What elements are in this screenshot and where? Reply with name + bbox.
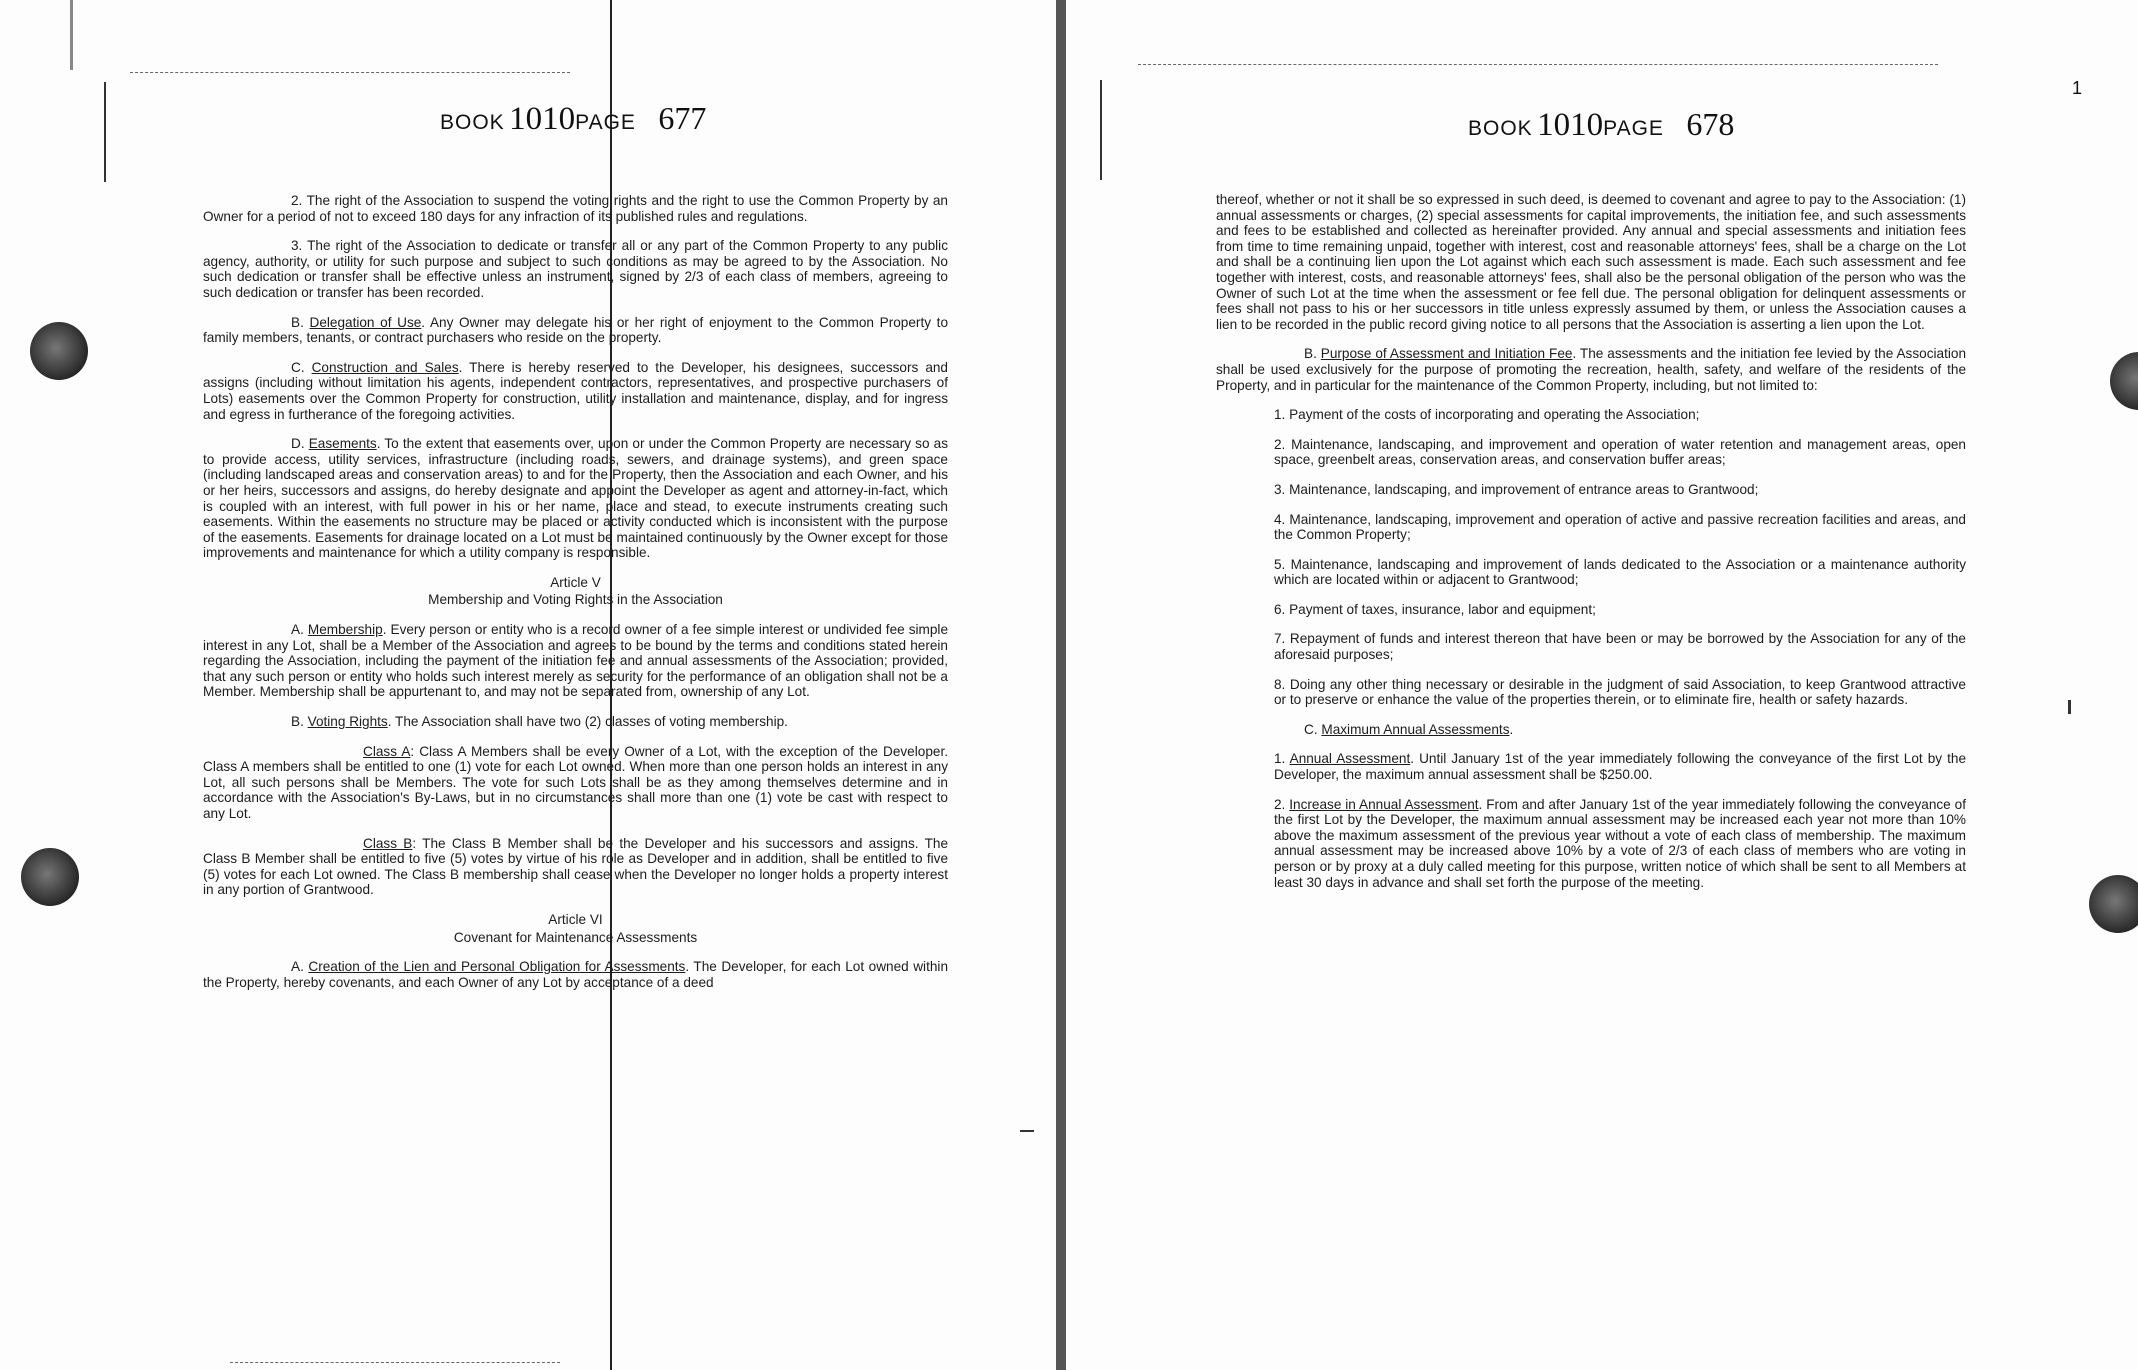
scan-mark [104,82,106,182]
paragraph: D. Easements. To the extent that easements over, upon or under the Common Property are necessary so as to provide access, utility services, infrastructure (including roads, sewers, and drainage systems), and green space (including landscaped areas and conservation areas) to and for the Property, then the Association and each Owner, and his or her heirs, successors and assigns, do hereby designate and appoint the Developer as agent and attorney-in-fact, which is coupled with an interest, with full power in his or her name, place and stead, to execute instruments creating such easements. Within the easements no structure may be placed or activity conducted which is inconsistent with the purpose of the easements. Easements for drainage located on a Lot must be maintained continuously by the Owner except for those improvements and maintenance for which a utility company is responsible. [203,436,948,561]
article-subheading: Covenant for Maintenance Assessments [453,929,698,945]
paragraph: A. Creation of the Lien and Personal Obligation for Assessments. The Developer, for each Lot owned within the Property, hereby covenants, and each Owner of any Lot by acceptance of a deed [203,959,948,990]
scan-rule [230,1362,560,1364]
paragraph: 2. The right of the Association to suspend the voting rights and the right to use the Common Property by an Owner for a period of not to exceed 180 days for any infraction of its published rules and regulations. [203,193,948,224]
article-heading: Article VI [548,911,603,927]
punch-hole [2110,352,2138,410]
paragraph: B. Purpose of Assessment and Initiation Fee. The assessments and the initiation fee levied by the Association shall be used exclusively for the purpose of promoting the recreation, health, safety, and welfare of the residents of the Property, and in particular for the maintenance of the Common Property, including, but not limited to: [1216,346,1967,393]
list-item: 8. Doing any other thing necessary or desirable in the judgment of said Association, to keep Grantwood attractive or to preserve or enhance the value of the properties therein, or to eliminate fire, health or safety hazards. [1274,676,1966,708]
left-page [0,0,1056,1370]
paragraph: C. Construction and Sales. There is hereby reserved to the Developer, his designees, successors and assigns (including without limitation his agents, independent contractors, representatives, and prospective purchasers of Lots) easements over the Common Property for construction, utility installation and maintenance, display, and for ingress and egress in furtherance of the foregoing activities. [203,359,948,422]
scan-mark [1020,1130,1034,1132]
paragraph: A. Membership. Every person or entity who is a record owner of a fee simple interest or undivided fee simple interest in any Lot, shall be a Member of the Association and agrees to be bound by the terms and conditions stated herein regarding the Association, including the payment of the initiation fee and annual assessments of the Association; provided, that any such person or entity who holds such interest merely as security for the performance of an obligation shall not be a Member. Membership shall be appurtenant to, and may not be separated from, ownership of any Lot. [203,622,949,700]
paragraph: 3. The right of the Association to dedicate or transfer all or any part of the Common Property to any public agency, authority, or utility for such purpose and subject to such conditions as may be agreed to by the Association. No such dedication or transfer shall be effective unless an instrument, signed by 2/3 of each class of members, agreeing to such dedication or transfer has been recorded. [203,238,948,300]
book-page-header: BOOK 1010PAGE 677 [440,100,707,137]
paragraph: B. Voting Rights. The Association shall have two (2) classes of voting membership. [291,714,788,730]
paragraph: 1. Annual Assessment. Until January 1st of the year immediately following the conveyance of the first Lot by the Developer, the maximum annual assessment shall be $250.00. [1274,751,1966,783]
list-item: 7. Repayment of funds and interest thereon that have been or may be borrowed by the Association for any of the aforesaid purposes; [1274,631,1966,663]
scan-mark [2068,700,2071,714]
scan-rule [130,72,570,74]
scan-rule [1138,64,1938,66]
list-item: 5. Maintenance, landscaping and improvement of lands dedicated to the Association or a maintenance authority which are located within or adjacent to Grantwood; [1274,556,1966,588]
article-subheading: Membership and Voting Rights in the Association [428,592,723,608]
margin-mark: 1 [2072,78,2083,98]
list-item: 1. Payment of the costs of incorporating and operating the Association; [1274,407,1700,423]
list-item: 4. Maintenance, landscaping, improvement and operation of active and passive recreation facilities and areas, and the Common Property; [1274,511,1966,543]
punch-hole [2089,875,2138,933]
paragraph: 2. Increase in Annual Assessment. From and after January 1st of the year immediately following the conveyance of the first Lot by the Developer, the maximum annual assessment may be increased each year not more than 10% above the maximum assessment of the previous year without a vote of each class of membership. The maximum annual assessment may be increased above 10% by a vote of 2/3 of each class of members who are voting in person or by proxy at a duly called meeting for this purpose, written notice of which shall be sent to all Members at least 30 days in advance and shall set forth the purpose of the meeting. [1274,796,1966,890]
article-heading: Article V [550,574,601,590]
list-item: 3. Maintenance, landscaping, and improvement of entrance areas to Grantwood; [1274,481,1759,497]
list-item: 2. Maintenance, landscaping, and improvement and operation of water retention and management areas, open space, greenbelt areas, conservation areas, and conservation buffer areas; [1274,436,1966,468]
right-page [1066,0,2138,1370]
page-gutter [1056,0,1066,1370]
paragraph: thereof, whether or not it shall be so expressed in such deed, is deemed to covenant and agree to pay to the Association: (1) annual assessments or charges, (2) special assessments for capital improvements, the initiation fee, and such assessments and fees to be established and collected as hereinafter provided. Any annual and special assessments and initiation fees from time to time remaining unpaid, together with interest, cost and reasonable attorneys' fees, shall be a charge on the Lot and shall be a continuing lien upon the Lot against which each such assessment is made. Each such assessment and fee together with interest, costs, and reasonable attorneys' fees, shall also be the personal obligation of the person who was the Owner of such Lot at the time when the assessment or fee fell due. The personal obligation for delinquent assessments or fees shall not pass to his or her successors in title unless expressly assumed by them, or unless the Association causes a lien to be recorded in the public record giving notice to all persons that the Association is asserting a lien upon the Lot. [1216,192,1966,332]
paragraph: Class A: Class A Members shall be every Owner of a Lot, with the exception of the Developer. Class A members shall be entitled to one (1) vote for each Lot owned. When more than one person holds an interest in any Lot, all such persons shall be Members. The vote for such Lots shall be as they among themselves determine and in accordance with the Association's By-Laws, but in no circumstances shall more than one (1) vote be cast with respect to any Lot. [203,743,948,821]
punch-hole [30,322,88,380]
book-page-header: BOOK 1010PAGE 678 [1468,106,1735,143]
page-text [1216,192,1966,904]
punch-hole [21,848,79,906]
paragraph: Class B: The Class B Member shall be the Developer and his successors and assigns. The Class B Member shall be entitled to five (5) votes by virtue of his role as Developer and in addition, shall be entitled to five (5) votes for each Lot owned. The Class B membership shall cease when the Developer no longer holds a property interest in any portion of Grantwood. [203,835,949,898]
page-text [203,193,948,1004]
scan-mark [1100,80,1102,180]
section-heading: C. Maximum Annual Assessments. [1304,721,1514,737]
paragraph: B. Delegation of Use. Any Owner may delegate his or her right of enjoyment to the Common Property to family members, tenants, or contract purchasers who reside on the property. [203,314,948,346]
list-item: 6. Payment of taxes, insurance, labor and equipment; [1274,601,1596,617]
scan-mark [70,0,73,70]
